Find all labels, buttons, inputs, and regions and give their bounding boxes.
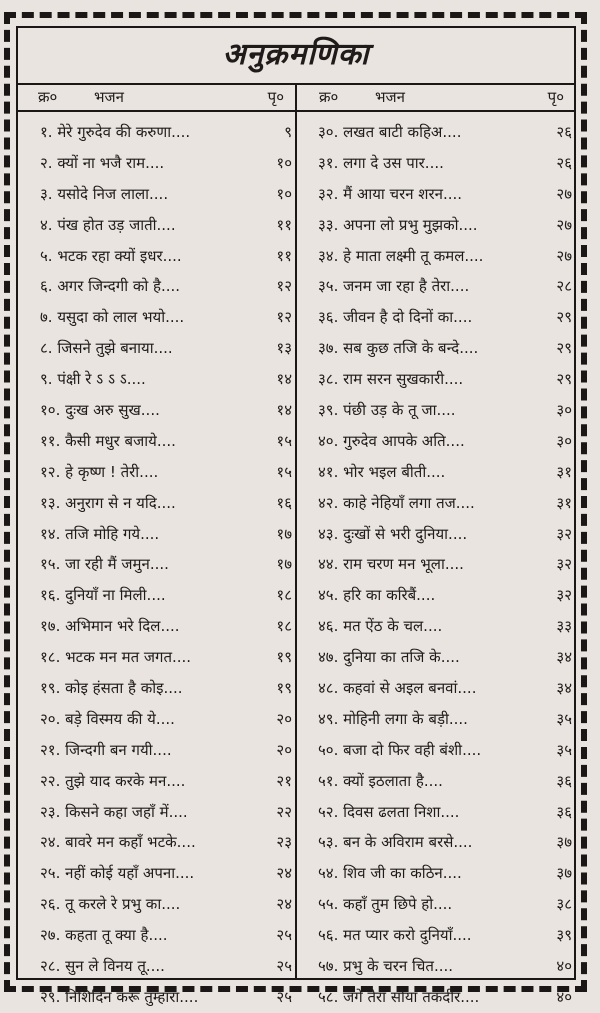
entry-title: ५८. जगे तेरा सोया तकदीर....: [318, 987, 480, 1006]
index-entry: [40, 148, 290, 179]
entry-title: १८. भटक मन मत जगत....: [40, 648, 192, 667]
entry-page-number: २५: [276, 957, 292, 976]
index-entry: [318, 611, 572, 642]
index-entry: [318, 210, 572, 241]
entry-page-number: १२: [276, 308, 292, 327]
entry-title: २४. बावरे मन कहाँ भटके....: [40, 833, 196, 852]
entry-title: १६. दुनियाँ ना मिली....: [40, 586, 166, 605]
index-entry: [40, 271, 290, 302]
entry-title: ४९. मोहिनी लगा के बड़ी....: [318, 709, 468, 728]
entry-page-number: २७: [556, 215, 572, 234]
entry-page-number: ३६: [556, 802, 572, 821]
entry-title: ३. यसोदे निज लाला....: [40, 184, 169, 203]
entry-title: ३१. लगा दे उस पार....: [318, 153, 444, 172]
index-entry: [40, 673, 290, 704]
index-entry: [318, 858, 572, 889]
entry-page-number: ३२: [556, 555, 572, 574]
entry-title: २८. सुन ले विनय तू....: [40, 957, 165, 976]
index-entry: [318, 364, 572, 395]
entry-title: १७. अभिमान भरे दिल....: [40, 617, 180, 636]
entry-page-number: ३४: [556, 648, 572, 667]
index-entry: [318, 179, 572, 210]
entry-page-number: १६: [276, 493, 292, 512]
entry-page-number: ३८: [556, 895, 572, 914]
entry-title: ५५. कहाँ तुम छिपे हो....: [318, 895, 453, 914]
index-entry: [318, 580, 572, 611]
entry-page-number: ४०: [556, 957, 572, 976]
entry-page-number: ३३: [556, 617, 572, 636]
entry-title: ७. यसुदा को लाल भयो....: [40, 308, 185, 327]
entry-title: ३६. जीवन है दो दिनों का....: [318, 308, 473, 327]
index-entry: [40, 519, 290, 550]
entry-page-number: २२: [276, 802, 292, 821]
index-entry: [40, 426, 290, 457]
index-entry: [318, 488, 572, 519]
entry-page-number: १८: [276, 617, 292, 636]
entry-title: ४५. हरि का करिबैं....: [318, 586, 436, 605]
index-entry: [40, 117, 290, 148]
index-entry: [40, 797, 290, 828]
index-entry: [40, 457, 290, 488]
index-entry: [318, 673, 572, 704]
left-index-column: [40, 117, 290, 1013]
entry-page-number: १८: [276, 586, 292, 605]
entry-title: ४४. राम चरण मन भूला....: [318, 555, 464, 574]
index-entry: [40, 241, 290, 272]
entry-title: ५६. मत प्यार करो दुनियाँ....: [318, 926, 472, 945]
index-entry: [318, 241, 572, 272]
entry-page-number: ३५: [556, 740, 572, 759]
entry-page-number: २६: [556, 123, 572, 141]
header-page: पृ०: [267, 88, 284, 106]
entry-page-number: २१: [276, 771, 292, 790]
entry-title: १९. कोइ हंसता है कोइ....: [40, 679, 183, 698]
entry-title: ३३. अपना लो प्रभु मुझको....: [318, 215, 478, 234]
entry-title: ५४. शिव जी का कठिन....: [318, 864, 462, 883]
entry-title: २९. निशिदिन करूँ तुम्हारा....: [40, 987, 199, 1006]
entry-title: ३७. सब कुछ तजि के बन्दे....: [318, 339, 479, 358]
entry-page-number: ९: [284, 123, 292, 141]
entry-title: ४२. काहे नेहियाँ लगा तज....: [318, 493, 475, 512]
entry-title: ३०. लखत बाटी कहिअ....: [318, 123, 462, 141]
entry-page-number: ३७: [556, 864, 572, 883]
entry-title: २३. किसने कहा जहाँ में....: [40, 802, 188, 821]
entry-page-number: १५: [276, 431, 292, 450]
left-column-header: [16, 86, 296, 108]
entry-title: ५७. प्रभु के चरन चित....: [318, 957, 454, 976]
entry-page-number: २५: [276, 926, 292, 945]
index-entry: [318, 302, 572, 333]
entry-title: ४६. मत ऐंठ के चल....: [318, 617, 443, 636]
index-entry: [318, 271, 572, 302]
index-entry: [40, 611, 290, 642]
entry-page-number: ३५: [556, 709, 572, 728]
entry-page-number: २९: [556, 339, 572, 358]
column-divider: [295, 84, 297, 980]
entry-title: ६. अगर जिन्दगी को है....: [40, 277, 181, 296]
entry-page-number: ३२: [556, 586, 572, 605]
index-entry: [40, 179, 290, 210]
index-entry: [318, 797, 572, 828]
right-index-column: [318, 117, 572, 1013]
index-entry: [318, 735, 572, 766]
index-entry: [318, 457, 572, 488]
entry-title: ५२. दिवस ढलता निशा....: [318, 802, 460, 821]
index-entry: [318, 117, 572, 148]
index-entry: [40, 302, 290, 333]
entry-title: २७. कहता तू क्या है....: [40, 926, 168, 945]
entry-title: ४०. गुरुदेव आपके अति....: [318, 431, 465, 450]
index-entry: [318, 333, 572, 364]
entry-page-number: ३९: [556, 926, 572, 945]
entry-page-number: २९: [556, 308, 572, 327]
entry-title: १२. हे कृष्ण ! तेरी....: [40, 462, 159, 481]
entry-page-number: २०: [276, 709, 292, 728]
index-entry: [40, 858, 290, 889]
entry-page-number: १०: [276, 153, 292, 172]
index-entry: [40, 333, 290, 364]
index-entry: [318, 920, 572, 951]
entry-page-number: १५: [276, 462, 292, 481]
entry-title: १५. जा रही मैं जमुन....: [40, 555, 169, 574]
entry-title: ३५. जनम जा रहा है तेरा....: [318, 277, 470, 296]
index-entry: [40, 889, 290, 920]
entry-title: ३२. मैं आया चरन शरन....: [318, 184, 463, 203]
entry-page-number: १०: [276, 184, 292, 203]
entry-page-number: १९: [276, 648, 292, 667]
header-page: पृ०: [547, 88, 564, 106]
header-number: क्र०: [38, 88, 58, 106]
index-entry: [40, 642, 290, 673]
index-entry: [318, 519, 572, 550]
entry-page-number: २३: [276, 833, 292, 852]
index-entry: [40, 735, 290, 766]
entry-page-number: ३६: [556, 771, 572, 790]
entry-page-number: ३०: [556, 401, 572, 420]
entry-title: ५०. बजा दो फिर वही बंशी....: [318, 740, 482, 759]
entry-page-number: ११: [276, 215, 292, 234]
header-number: क्र०: [319, 88, 339, 106]
index-entry: [318, 982, 572, 1013]
entry-page-number: ३०: [556, 431, 572, 450]
header-bhajan: भजन: [94, 88, 125, 106]
entry-page-number: २०: [276, 740, 292, 759]
index-entry: [318, 766, 572, 797]
entry-page-number: १९: [276, 679, 292, 698]
entry-page-number: ११: [276, 246, 292, 265]
index-entry: [318, 395, 572, 426]
index-entry: [40, 920, 290, 951]
entry-title: ११. कैसी मधुर बजाये....: [40, 431, 176, 450]
entry-page-number: ३४: [556, 679, 572, 698]
index-entry: [40, 827, 290, 858]
entry-title: ४१. भोर भइल बीती....: [318, 462, 446, 481]
entry-title: ३८. राम सरन सुखकारी....: [318, 370, 464, 389]
entry-title: २०. बड़े विस्मय की ये....: [40, 709, 175, 728]
entry-title: २५. नहीं कोई यहाँ अपना....: [40, 864, 195, 883]
entry-title: १०. दुःख अरु सुख....: [40, 401, 160, 420]
index-entry: [318, 642, 572, 673]
entry-page-number: ३२: [556, 524, 572, 543]
entry-page-number: २७: [556, 246, 572, 265]
right-column-header: [297, 86, 576, 108]
entry-title: ४७. दुनिया का तजि के....: [318, 648, 460, 667]
entry-page-number: १३: [276, 339, 292, 358]
index-entry: [40, 488, 290, 519]
index-entry: [318, 951, 572, 982]
entry-title: २. क्यों ना भजै राम....: [40, 153, 165, 172]
entry-title: २२. तुझे याद करके मन....: [40, 771, 186, 790]
entry-title: २६. तू करले रे प्रभु का....: [40, 895, 181, 914]
entry-page-number: २८: [556, 277, 572, 296]
entry-title: ४. पंख होत उड़ जाती....: [40, 215, 176, 234]
header-bhajan: भजन: [375, 88, 406, 106]
index-entry: [40, 580, 290, 611]
entry-title: ३९. पंछी उड़ के तू जा....: [318, 401, 456, 420]
entry-page-number: २६: [556, 153, 572, 172]
entry-title: ५. भटक रहा क्यों इधर....: [40, 246, 182, 265]
entry-page-number: २९: [556, 370, 572, 389]
entry-title: १४. तजि मोहि गये....: [40, 524, 160, 543]
entry-title: १३. अनुराग से न यदि....: [40, 493, 176, 512]
page-title: अनुक्रमणिका: [222, 37, 370, 72]
entry-page-number: ३७: [556, 833, 572, 852]
index-entry: [318, 889, 572, 920]
entry-page-number: १७: [276, 524, 292, 543]
entry-page-number: २४: [276, 895, 292, 914]
entry-page-number: २५: [276, 987, 292, 1006]
index-entry: [40, 982, 290, 1013]
entry-page-number: ३१: [556, 462, 572, 481]
entry-page-number: १२: [276, 277, 292, 296]
index-entry: [318, 148, 572, 179]
entry-title: ४८. कहवां से अइल बनवां....: [318, 679, 477, 698]
index-entry: [40, 210, 290, 241]
index-entry: [40, 951, 290, 982]
entry-page-number: १७: [276, 555, 292, 574]
entry-title: ३४. हे माता लक्ष्मी तू कमल....: [318, 246, 484, 265]
index-entry: [40, 364, 290, 395]
entry-title: ८. जिसने तुझे बनाया....: [40, 339, 173, 358]
entry-page-number: ३१: [556, 493, 572, 512]
entry-page-number: २७: [556, 184, 572, 203]
index-entry: [40, 549, 290, 580]
entry-page-number: २४: [276, 864, 292, 883]
entry-title: ५१. क्यों इठलाता है....: [318, 771, 443, 790]
index-entry: [318, 704, 572, 735]
index-entry: [318, 426, 572, 457]
entry-title: ४३. दुःखों से भरी दुनिया....: [318, 524, 468, 543]
entry-title: ९. पंक्षी रे ऽ ऽ ऽ....: [40, 370, 146, 389]
entry-title: १. मेरे गुरुदेव की करुणा....: [40, 123, 191, 141]
index-entry: [40, 395, 290, 426]
entry-page-number: १४: [276, 370, 292, 389]
entry-title: ५३. बन के अविराम बरसे....: [318, 833, 473, 852]
index-entry: [40, 766, 290, 797]
index-entry: [40, 704, 290, 735]
index-entry: [318, 827, 572, 858]
entry-page-number: १४: [276, 401, 292, 420]
index-entry: [318, 549, 572, 580]
entry-title: २१. जिन्दगी बन गयी....: [40, 740, 172, 759]
entry-page-number: ४०: [556, 987, 572, 1006]
